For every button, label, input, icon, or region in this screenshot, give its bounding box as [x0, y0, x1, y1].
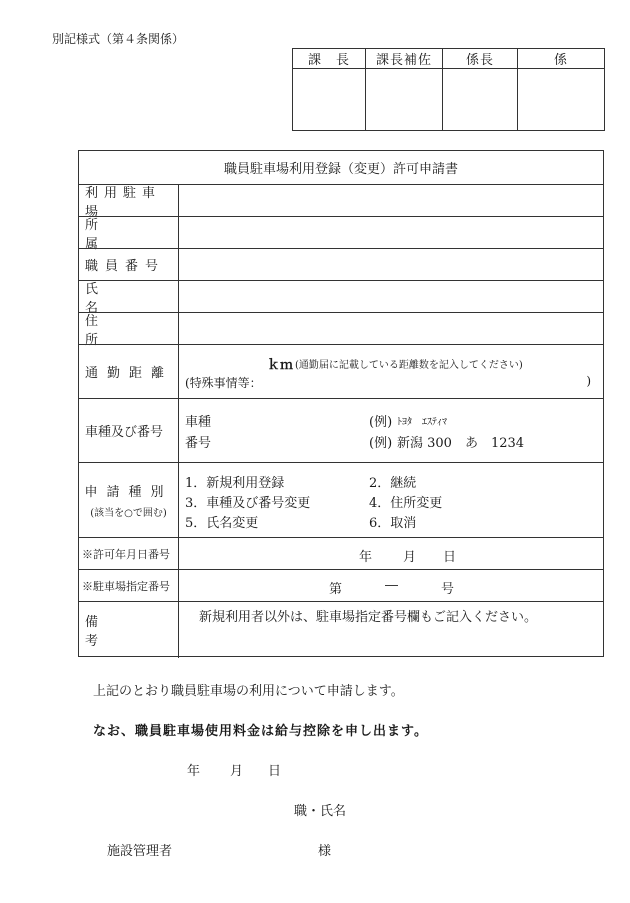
- salary-deduction-statement: なお、職員駐車場使用料金は給与控除を申し出ます。: [93, 724, 428, 739]
- label-parking-no: ※駐車場指定番号: [79, 570, 179, 601]
- approval-header-assistant-chief: 課長補佐: [366, 49, 443, 69]
- distance-unit: ｋｍ: [267, 358, 294, 373]
- position-name-label: 職・氏名: [294, 804, 347, 819]
- label-department-text: 所属: [85, 217, 149, 252]
- remarks-instruction: 新規利用者以外は、駐車場指定番号欄もご記入ください。: [199, 610, 538, 625]
- name-field[interactable]: [179, 281, 603, 312]
- label-distance: 通勤距離: [79, 345, 179, 398]
- special-circumstances-label: (特殊事情等：: [185, 376, 262, 390]
- parking-no-prefix: 第: [329, 582, 343, 597]
- label-department: [79, 217, 179, 252]
- label-employee-no: 職員番号: [79, 249, 179, 280]
- parking-no-suffix: 号: [441, 582, 455, 597]
- form-title: [79, 151, 603, 184]
- parking-no-field[interactable]: [179, 570, 603, 601]
- approval-stamp-table: [292, 48, 605, 131]
- vehicle-type-example: ﾄﾖﾀ ｴｽﾃｨﾏ: [397, 417, 447, 428]
- distance-field[interactable]: [179, 345, 603, 398]
- vehicle-number-label: 番号: [185, 436, 212, 451]
- option-continuation[interactable]: 2．継続: [369, 476, 417, 491]
- honorific-sama: 様: [318, 844, 332, 859]
- stamp-box[interactable]: [293, 69, 366, 131]
- stamp-box[interactable]: [366, 69, 443, 131]
- parking-no-dash: ―: [385, 578, 398, 593]
- form-title-text: 職員駐車場利用登録（変更）許可申請書: [223, 162, 458, 177]
- permit-date-field[interactable]: [179, 538, 603, 569]
- approval-header-staff: 係: [518, 49, 605, 69]
- date-day: 日: [268, 764, 282, 779]
- row-remarks: [79, 601, 603, 658]
- label-remarks: 備 考: [79, 602, 179, 658]
- approval-header-unit-chief: 係長: [443, 49, 518, 69]
- option-new-registration[interactable]: 1．新規利用登録: [185, 476, 285, 491]
- vehicle-type-example-prefix: (例): [369, 415, 393, 430]
- vehicle-number-example: 新潟 300 あ 1234: [397, 436, 525, 451]
- option-address-change[interactable]: 4．住所変更: [369, 496, 443, 511]
- distance-note: (通勤届に記載している距離数を記入してください): [295, 360, 523, 371]
- row-permit-date: [79, 537, 603, 569]
- application-type-options: [179, 463, 603, 537]
- label-application-type-text: 申請種別: [84, 485, 173, 500]
- application-form: [78, 150, 604, 657]
- permit-day: 日: [443, 550, 457, 565]
- vehicle-type-label: 車種: [185, 415, 212, 430]
- row-parking-lot: [79, 184, 603, 220]
- row-name: [79, 280, 603, 316]
- option-name-change[interactable]: 5．氏名変更: [185, 516, 259, 531]
- facility-manager-label: 施設管理者: [107, 844, 173, 859]
- stamp-box[interactable]: [443, 69, 518, 131]
- label-name: 氏名: [79, 281, 179, 312]
- label-application-type: [79, 463, 179, 537]
- row-application-type: [79, 462, 603, 537]
- approval-header-section-chief: 課 長: [293, 49, 366, 69]
- label-permit-date: ※許可年月日番号: [79, 538, 179, 569]
- option-vehicle-change[interactable]: 3．車種及び番号変更: [185, 496, 311, 511]
- employee-no-field[interactable]: [179, 249, 603, 280]
- label-application-type-note: (該当を○で囲む): [90, 508, 167, 519]
- label-address: 住所: [79, 313, 179, 344]
- permit-month: 月: [403, 550, 417, 565]
- row-address: [79, 312, 603, 348]
- row-employee-no: [79, 248, 603, 280]
- permit-year: 年: [359, 550, 373, 565]
- stamp-box[interactable]: [518, 69, 605, 131]
- date-month: 月: [230, 764, 244, 779]
- label-parking-lot: 利用駐車場: [79, 185, 179, 216]
- address-field[interactable]: [179, 313, 603, 344]
- application-statement: 上記のとおり職員駐車場の利用について申請します。: [93, 684, 404, 699]
- vehicle-number-example-prefix: (例): [369, 436, 393, 451]
- department-field[interactable]: [179, 217, 603, 248]
- vehicle-field[interactable]: [179, 399, 603, 462]
- option-cancellation[interactable]: 6．取消: [369, 516, 417, 531]
- row-department: [79, 216, 603, 252]
- remarks-field[interactable]: [179, 602, 603, 658]
- special-circumstances-close: ): [586, 374, 591, 388]
- form-style-note: 別記様式（第４条関係）: [52, 32, 185, 46]
- parking-lot-field[interactable]: [179, 185, 603, 216]
- row-distance: [79, 344, 603, 398]
- date-year: 年: [187, 764, 201, 779]
- label-vehicle: 車種及び番号: [79, 399, 179, 462]
- row-parking-no: [79, 569, 603, 601]
- row-vehicle: [79, 398, 603, 462]
